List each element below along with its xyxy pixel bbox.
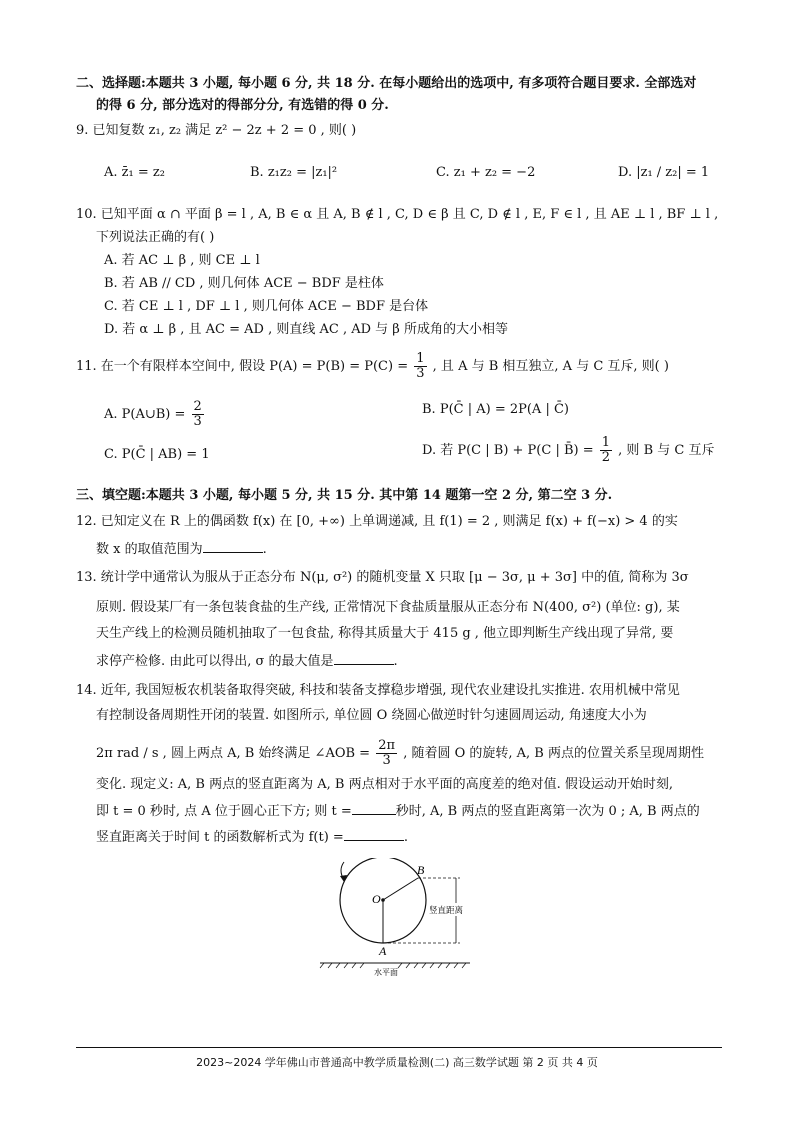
q14-line5: 即 t = 0 秒时, 点 A 位于圆心正下方; 则 t = 秒时, A, B 两点的竖直距离第一次为 0 ; A, B 两点的 [96,800,746,822]
q10-option-b: B. 若 AB // CD , 则几何体 ACE − BDF 是柱体 [104,276,384,291]
q13-answer-blank[interactable] [334,650,394,665]
q12-line2: 数 x 的取值范围为 . [96,538,746,560]
q9-option-b: B. z₁z₂ = |z₁|² [250,165,338,180]
q11-stem-fraction: $\frac{1}{3}$ [416,351,425,381]
label-ground: 水平面 [374,968,398,977]
q10-option-c: C. 若 CE ⊥ l , DF ⊥ l , 则几何体 ACE − BDF 是台体 [104,299,429,314]
q13-line4: 求停产检修. 由此可以得出, σ 的最大值是 . [96,650,746,672]
q14-answer-blank-2[interactable] [344,826,404,841]
q9-option-d: D. |z₁ / z₂| = 1 [618,165,710,180]
label-o: O [372,892,381,906]
q9-stem: 9. 已知复数 z₁, z₂ 满足 z² − 2z + 2 = 0 , 则( ) [76,123,357,138]
q11-option-d: D. 若 P(C | B) + P(C | B̄) = $\frac{1}{2}$ , 则 B 与 C 互斥 [422,435,715,465]
q13-line3: 天生产线上的检测员随机抽取了一包食盐, 称得其质量大于 415 g , 他立即判断生产线出现了异常, 要 [96,626,674,641]
section2-header-cont: 的得 6 分, 部分选对的得部分分, 有选错的得 0 分. [96,98,389,113]
q11-option-a: A. P(A∪B) = $\frac{2}{3}$ [104,399,202,429]
q14-line2: 有控制设备周期性开闭的装置. 如图所示, 单位圆 O 绕圆心做逆时针匀速圆周运动, 角速度大小为 [96,708,647,723]
q14-line3: 2π rad / s , 圆上两点 A, B 始终满足 ∠AOB = $\frac{2\pi}{3}$ , 随着圆 O 的旋转, A, B 两点的位置关系呈现周期性 [96,738,704,768]
q14-answer-blank-1[interactable] [352,800,396,815]
radius-ob [383,878,418,900]
label-b: B [417,863,425,877]
q11-option-b: B. P(C̄ | A) = 2P(A | C̄) [422,402,569,417]
q10-stem-cont: 下列说法正确的有( ) [96,230,215,245]
q10-option-a: A. 若 AC ⊥ β , 则 CE ⊥ l [104,253,260,268]
q11-stem-post: , 且 A 与 B 相互独立, A 与 C 互斥, 则( ) [432,359,669,374]
q12-line1: 12. 已知定义在 R 上的偶函数 f(x) 在 [0, +∞) 上单调递减, 且 f(1) = 2 , 则满足 f(x) + f(−x) > 4 的实 [76,514,678,529]
q11-option-c: C. P(C̄ | AB) = 1 [104,447,210,462]
q10-stem: 10. 已知平面 α ∩ 平面 β = l , A, B ∈ α 且 A, B ∉ l , C, D ∈ β 且 C, D ∉ l , E, F ∈ l , 且 AE ⊥ l , BF ⊥ l , [76,207,719,222]
q14-line4: 变化. 现定义: A, B 两点的竖直距离为 A, B 两点相对于水平面的高度差的绝对值. 假设运动开始时刻, [96,777,673,792]
q12-answer-blank[interactable] [203,538,263,553]
q13-line2: 原则. 假设某厂有一条包装食盐的生产线, 正常情况下食盐质量服从正态分布 N(400, σ²) (单位: g), 某 [96,600,680,615]
label-a: A [379,944,387,958]
footer-rule [76,1047,722,1048]
q14-line1: 14. 近年, 我国短板农机装备取得突破, 科技和装备支撑稳步增强, 现代农业建设扎实推进. 农用机械中常见 [76,683,680,698]
label-vertical-distance: 竖直距离 [429,906,464,916]
q11-stem [76,352,726,381]
section2-header: 二、选择题:本题共 3 小题, 每小题 6 分, 共 18 分. 在每小题给出的选项中, 有多项符合题目要求. 全部选对 [76,76,697,91]
center-point-o [381,898,385,902]
rotating-circle-figure [310,858,500,988]
q9-option-c: C. z₁ + z₂ = −2 [436,165,536,180]
q11-stem-pre: 11. 在一个有限样本空间中, 假设 P(A) = P(B) = P(C) = [76,359,409,374]
q13-line1: 13. 统计学中通常认为服从于正态分布 N(μ, σ²) 的随机变量 X 只取 [μ − 3σ, μ + 3σ] 中的值, 简称为 3σ [76,570,689,585]
section3-header: 三、填空题:本题共 3 小题, 每小题 5 分, 共 15 分. 其中第 14 题第一空 2 分, 第二空 3 分. [76,488,613,503]
q10-option-d: D. 若 α ⊥ β , 且 AC = AD , 则直线 AC , AD 与 β 所成角的大小相等 [104,322,508,337]
page-footer: 2023~2024 学年佛山市普通高中教学质量检测(二) 高三数学试题 第 2 页 共 4 页 [196,1056,598,1069]
q14-line6: 竖直距离关于时间 t 的函数解析式为 f(t) = . [96,826,746,848]
q9-option-a: A. z̄₁ = z₂ [104,165,165,180]
